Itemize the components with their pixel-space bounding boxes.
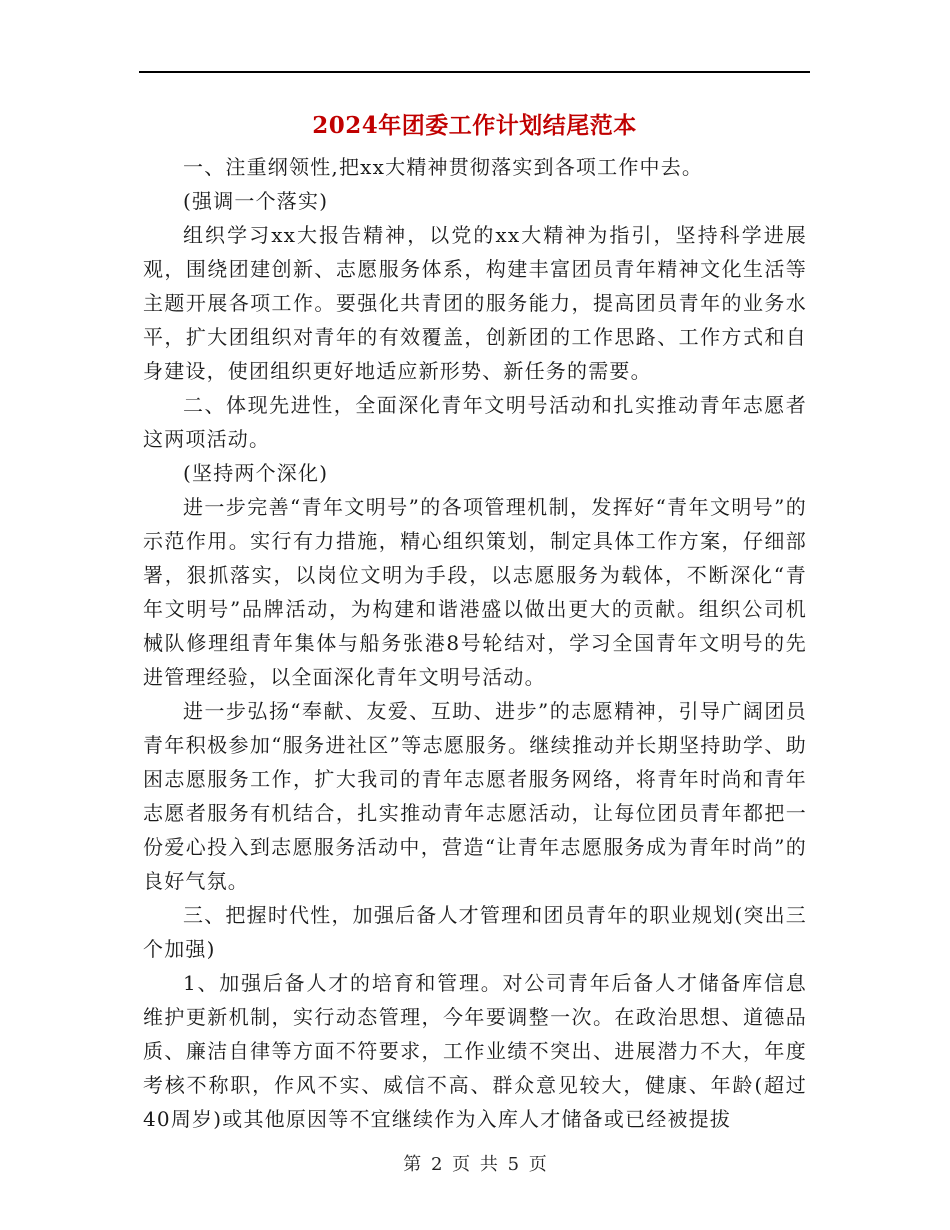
document-body bbox=[143, 150, 807, 1136]
body-paragraph: 进一步完善“青年文明号”的各项管理机制，发挥好“青年文明号”的示范作用。实行有力措施，精心组织策划，制定具体工作方案，仔细部署，狠抓落实，以岗位文明为手段，以志愿服务为载体，不断深化“青年文明号”品牌活动，为构建和谐港盛以做出更大的贡献。组织公司机械队修理组青年集体与船务张港8号轮结对，学习全国青年文明号的先进管理经验，以全面深化青年文明号活动。 bbox=[143, 495, 807, 689]
body-paragraph: 组织学习xx大报告精神，以党的xx大精神为指引，坚持科学进展观，围绕团建创新、志愿服务体系，构建丰富团员青年精神文化生活等主题开展各项工作。要强化共青团的服务能力，提高团员青年的业务水平，扩大团组织对青年的有效覆盖，创新团的工作思路、工作方式和自身建设，使团组织更好地适应新形势、新任务的需要。 bbox=[143, 223, 807, 383]
body-paragraph: 1、加强后备人才的培育和管理。对公司青年后备人才储备库信息维护更新机制，实行动态管理，今年要调整一次。在政治思想、道德品质、廉洁自律等方面不符要求，工作业绩不突出、进展潜力不大，年度考核不称职，作风不实、威信不高、群众意见较大，健康、年龄(超过40周岁)或其他原因等不宜继续作为入库人才储备或已经被提拔 bbox=[143, 971, 807, 1131]
section-heading-2: 二、体现先进性，全面深化青年文明号活动和扎实推动青年志愿者这两项活动。 bbox=[143, 393, 807, 451]
header-rule bbox=[139, 71, 810, 73]
document-title: 2024年团委工作计划结尾范本 bbox=[312, 112, 637, 139]
section-note-1: (强调一个落实) bbox=[183, 189, 329, 213]
section-note-2: (坚持两个深化) bbox=[183, 461, 329, 485]
section-heading-3: 三、把握时代性，加强后备人才管理和团员青年的职业规划(突出三个加强) bbox=[143, 903, 807, 961]
body-paragraph: 进一步弘扬“奉献、友爱、互助、进步”的志愿精神，引导广阔团员青年积极参加“服务进社区”等志愿服务。继续推动并长期坚持助学、助困志愿服务工作，扩大我司的青年志愿者服务网络，将青年时尚和青年志愿者服务有机结合，扎实推动青年志愿活动，让每位团员青年都把一份爱心投入到志愿服务活动中，营造“让青年志愿服务成为青年时尚”的良好气氛。 bbox=[143, 699, 807, 893]
section-heading-1: 一、注重纲领性,把xx大精神贯彻落实到各项工作中去。 bbox=[183, 155, 704, 179]
page-number-footer: 第 2 页 共 5 页 bbox=[403, 1154, 547, 1175]
